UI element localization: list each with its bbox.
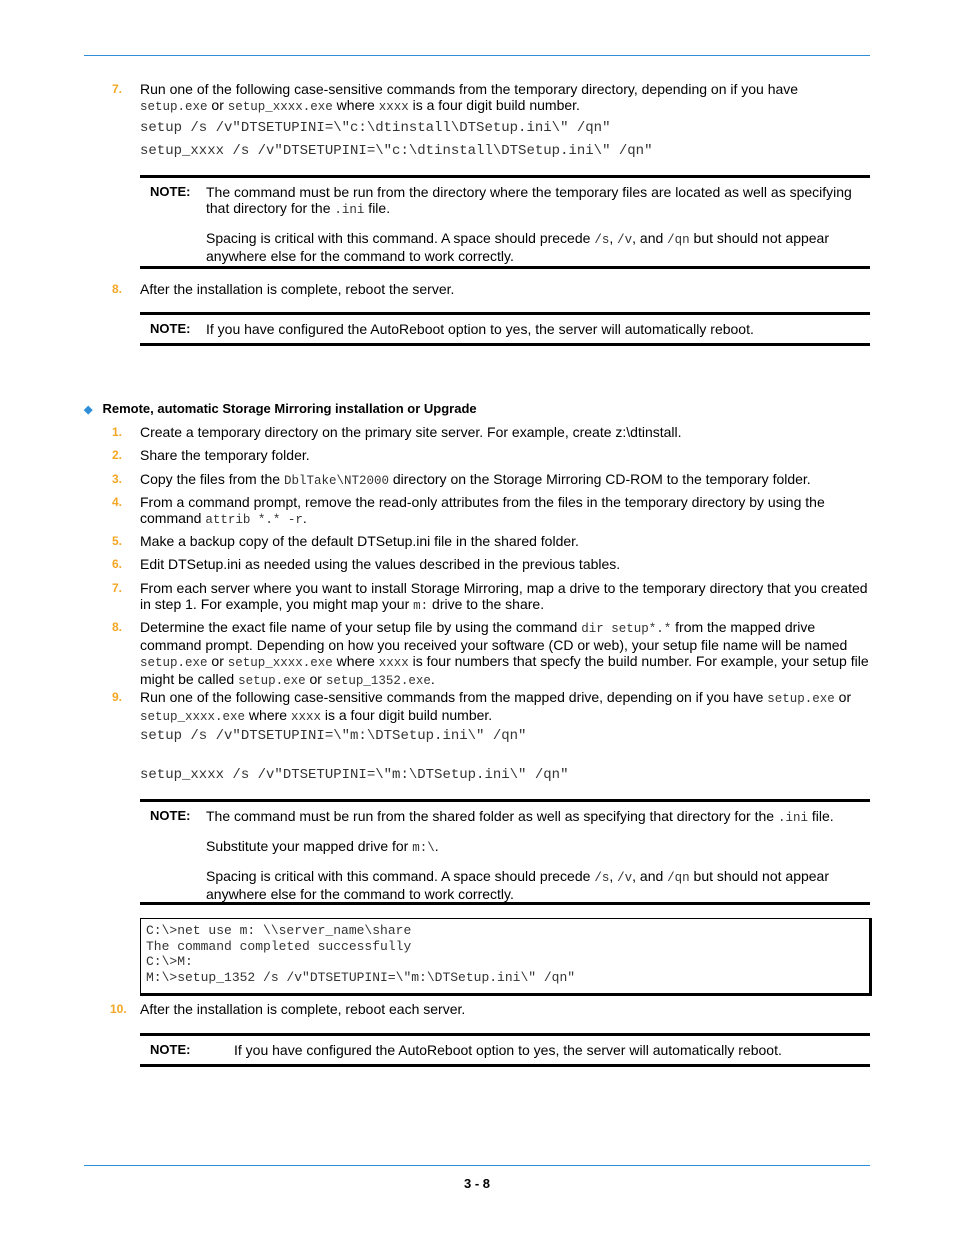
note-label: NOTE:	[150, 184, 191, 199]
command-line: setup /s /v"DTSETUPINI=\"m:\DTSetup.ini\" /qn"	[140, 728, 527, 744]
step-text: After the installation is complete, reboot the server.	[140, 281, 455, 297]
step-number: 7.	[112, 82, 123, 96]
command-line: setup /s /v"DTSETUPINI=\"c:\dtinstall\DTSetup.ini\" /qn"	[140, 120, 611, 136]
note-box	[140, 312, 870, 346]
section-heading: ◆ Remote, automatic Storage Mirroring installation or Upgrade	[84, 401, 477, 416]
command-line: setup_xxxx /s /v"DTSETUPINI=\"c:\dtinstall\DTSetup.ini\" /qn"	[140, 143, 653, 159]
note-box	[140, 1033, 870, 1067]
code-example: C:\>net use m: \\server_name\share The command completed successfully C:\>M: M:\>setup_1352 /s /v"DTSETUPINI=\"m:\DTSetup.ini\" /qn"	[146, 923, 576, 985]
diamond-bullet-icon: ◆	[84, 404, 93, 416]
note-label: NOTE:	[150, 1042, 191, 1057]
note-label: NOTE:	[150, 808, 191, 823]
header-rule	[84, 55, 870, 56]
step-number: 8.	[112, 282, 123, 296]
step-text: Run one of the following case-sensitive commands from the temporary directory, depending on if you have setup.exe or setup_xxxx.exe where xxxx is a four digit build number.	[140, 81, 799, 114]
note-body: If you have configured the AutoReboot option to yes, the server will automatically reboot.	[234, 1042, 782, 1058]
command-line: setup_xxxx /s /v"DTSETUPINI=\"m:\DTSetup.ini\" /qn"	[140, 767, 569, 783]
note-body: If you have configured the AutoReboot option to yes, the server will automatically reboot.	[206, 321, 754, 337]
page-number: 3 - 8	[463, 1176, 490, 1191]
note-box	[140, 799, 870, 905]
note-box	[140, 175, 870, 269]
footer-rule	[84, 1165, 870, 1166]
note-label: NOTE:	[150, 321, 191, 336]
note-body: The command must be run from the directory where the temporary files are located as well as specifying that directory for the .ini file. Spacing is critical with this command. A space should precede /s, /v, and /qn but should not appear anywhere else for the command to work correctly.	[206, 184, 852, 264]
code-example-box	[140, 918, 872, 996]
note-body: The command must be run from the shared folder as well as specifying that directory for the .ini file. Substitute your mapped drive for m:\. Spacing is critical with this command. A space should precede /s, /v, and /qn but should not appear anywhere else for the command to work correctly.	[206, 808, 834, 902]
